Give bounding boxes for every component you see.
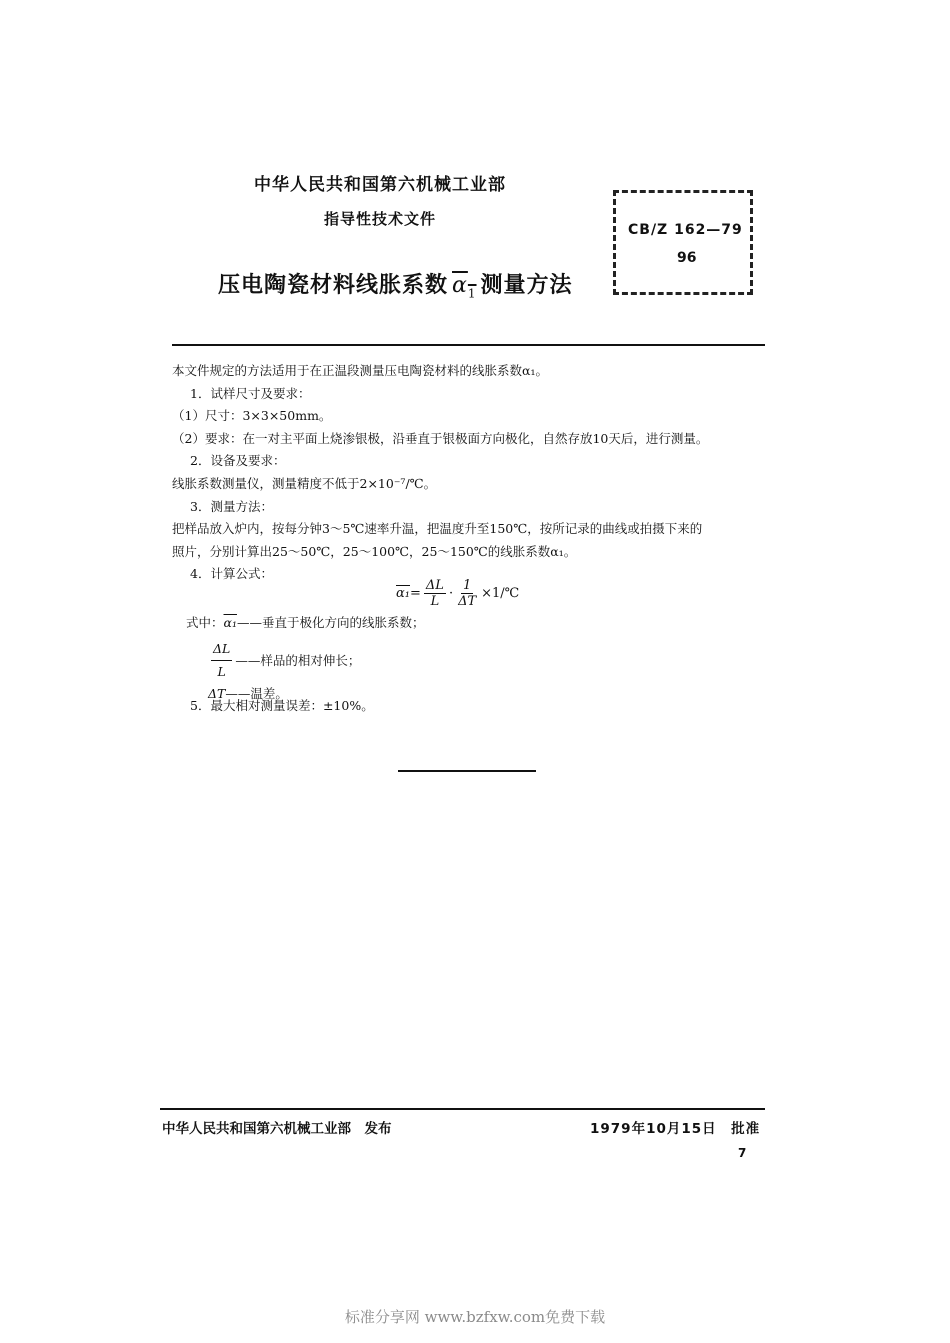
definition-3-text: ——温差。 (225, 686, 288, 701)
formula-fraction-1 (424, 578, 446, 609)
definition-2-fraction (211, 638, 232, 683)
ministry-name: 中华人民共和国第六机械工业部 (254, 175, 506, 195)
document-type: 指导性技术文件 (323, 210, 436, 228)
approval-line: 1979年10月15日 批准 (590, 1121, 761, 1137)
section-1-heading: 1．试样尺寸及要求： (190, 385, 311, 401)
document-body (172, 360, 772, 586)
formula-tail: ×1/℃ (481, 586, 520, 601)
calculation-formula (396, 578, 519, 609)
section-3-text-line-2: 照片，分别计算出25～50℃，25～100℃，25～150℃的线胀系数α₁。 (172, 543, 577, 559)
end-of-text-rule (398, 770, 536, 772)
section-1-item-1: （1）尺寸：3×3×50mm。 (172, 408, 332, 424)
footer-divider (160, 1108, 765, 1110)
definition-3-symbol: ΔT (208, 686, 226, 701)
formula-fraction-1-numerator: ΔL (425, 578, 444, 593)
section-3-heading: 3．测量方法： (190, 498, 273, 514)
section-2-text: 线胀系数测量仪，测量精度不低于2×10⁻⁷/℃。 (172, 475, 437, 491)
document-title (218, 268, 573, 300)
title-symbol-char: α (452, 273, 468, 298)
formula-lhs: α₁ (396, 586, 410, 601)
formula-definitions (186, 612, 424, 705)
definition-1-text: ——垂直于极化方向的线胀系数； (236, 615, 425, 630)
definition-prefix: 式中： (186, 615, 224, 630)
standard-code: CB/Z 162—79 (628, 222, 743, 238)
intro-paragraph: 本文件规定的方法适用于在正温段测量压电陶瓷材料的线胀系数α₁。 (172, 363, 548, 378)
section-2-heading: 2．设备及要求： (190, 453, 286, 469)
formula-fraction-2-numerator: 1 (462, 578, 472, 593)
section-1-item-2: （2）要求：在一对主平面上烧渗银极，沿垂直于银极面方向极化，自然存放10天后，进行测量。 (172, 430, 709, 446)
definition-2-denominator: L (217, 664, 226, 679)
title-prefix: 压电陶瓷材料线胀系数 (218, 273, 449, 298)
formula-dot: · (448, 586, 454, 601)
watermark-text: 标准分享网 www.bzfxw.com免费下载 (344, 1308, 606, 1326)
title-symbol (452, 273, 477, 301)
definition-row-2 (186, 638, 424, 683)
standard-number: 96 (677, 250, 697, 266)
definition-2-text: ——样品的相对伸长； (235, 652, 361, 668)
standard-code-box (613, 190, 753, 295)
publisher-line: 中华人民共和国第六机械工业部 发布 (162, 1121, 392, 1137)
formula-fraction-2-denominator: ΔT (458, 594, 477, 609)
definition-2-numerator: ΔL (211, 638, 232, 661)
definition-row-1 (186, 612, 424, 634)
formula-fraction-1-denominator: L (430, 594, 440, 609)
page-number: 7 (738, 1146, 747, 1160)
section-3-text-line-1: 把样品放入炉内，按每分钟3～5℃速率升温，把温度升至150℃，按所记录的曲线或拍摄下来的 (172, 521, 703, 537)
section-4-heading: 4．计算公式： (190, 566, 273, 582)
title-symbol-sub: 1 (467, 286, 477, 301)
section-5-text: 5．最大相对测量误差：±10%。 (190, 698, 374, 713)
formula-fraction-2 (456, 578, 478, 609)
formula-equals: = (410, 586, 421, 601)
definition-1-symbol: α₁ (223, 615, 237, 630)
header-divider (172, 344, 765, 346)
title-suffix: 测量方法 (480, 273, 573, 298)
